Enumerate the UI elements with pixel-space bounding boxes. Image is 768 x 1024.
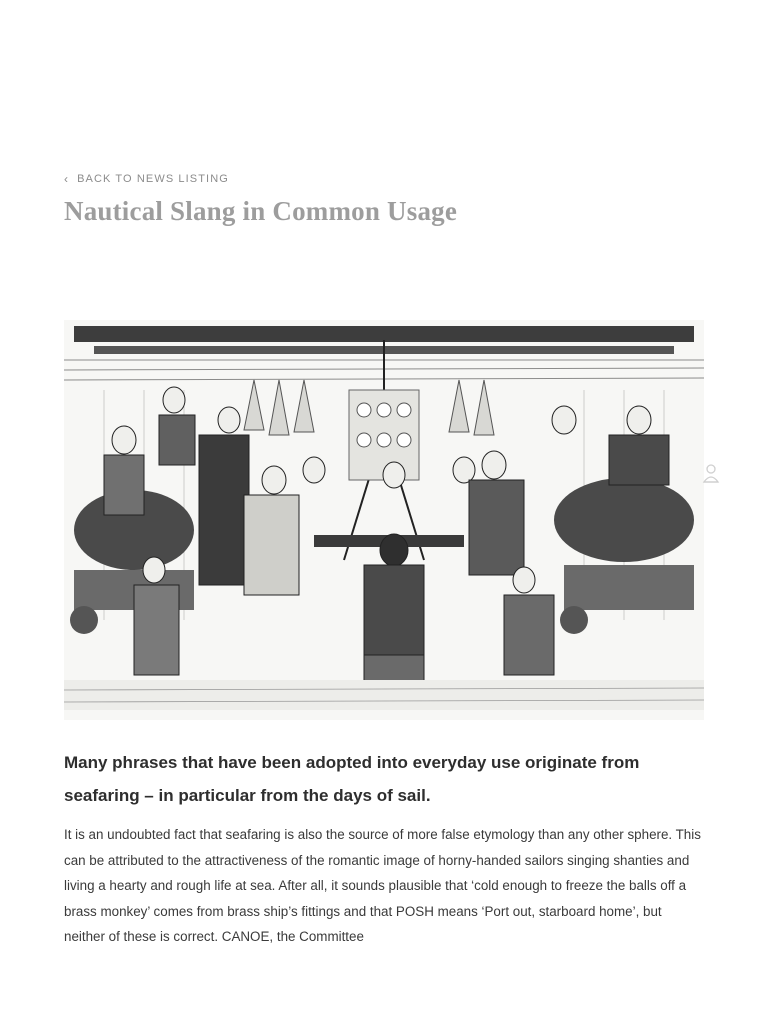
- article-title: Nautical Slang in Common Usage: [64, 196, 458, 226]
- chevron-left-icon: ‹: [64, 172, 70, 186]
- back-to-news-link[interactable]: [64, 172, 229, 186]
- article-hero-image: [64, 320, 704, 720]
- article-lead: Many phrases that have been adopted into everyday use originate from seafaring – in particular from the days of sail.: [64, 753, 640, 805]
- article-body: It is an undoubted fact that seafaring is also the source of more false etymology than any other sphere. This can be attributed to the attractiveness of the romantic image of horny-handed sailors singing shanties and living a hearty and rough life at sea. After all, it sounds plausible that ‘cold enough to freeze the balls off a brass monkey’ comes from brass ship’s fittings and that POSH means ‘Port out, starboard home’, but neither of these is correct. CANOE, the Committee: [64, 827, 701, 944]
- back-link-label: BACK TO NEWS LISTING: [77, 173, 229, 185]
- user-icon: [702, 462, 720, 484]
